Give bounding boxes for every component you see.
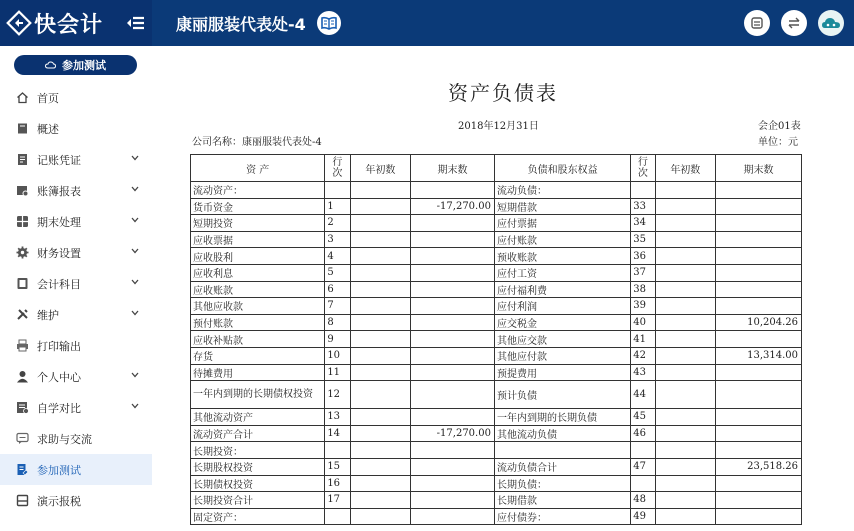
table-cell: [350, 215, 411, 232]
book-icon: [16, 122, 29, 135]
open-book-icon: [321, 16, 337, 30]
table-cell: [411, 381, 495, 409]
table-cell: 11: [325, 364, 350, 381]
table-cell: 12: [325, 381, 350, 409]
table-cell: 35: [631, 231, 655, 248]
sidebar-item[interactable]: [0, 485, 152, 516]
table-cell: [411, 442, 495, 459]
table-cell: 短期投资: [191, 215, 325, 232]
table-cell: [350, 281, 411, 298]
home-icon: [16, 91, 29, 104]
table-cell: 1: [325, 198, 350, 215]
sidebar-item[interactable]: [0, 175, 152, 206]
table-cell: [655, 248, 716, 265]
compare-icon: [16, 401, 29, 414]
table-cell: 36: [631, 248, 655, 265]
table-cell: 14: [325, 425, 350, 442]
top-bar: [0, 0, 854, 46]
table-cell: 49: [631, 508, 655, 525]
cloud-button[interactable]: [818, 10, 844, 36]
table-body: [191, 182, 802, 525]
table-cell: 其他流动负债: [494, 425, 630, 442]
table-cell: 应付账款: [494, 231, 630, 248]
table-cell: [655, 425, 716, 442]
table-cell: [411, 298, 495, 315]
app-logo-text: 快会计: [34, 12, 104, 38]
table-cell: [325, 508, 350, 525]
table-cell: 短期借款: [494, 198, 630, 215]
table-cell: [716, 425, 802, 442]
table-cell: [716, 508, 802, 525]
sidebar-item-label: 参加测试: [37, 464, 81, 477]
table-row: [191, 442, 802, 459]
table-cell: [411, 281, 495, 298]
sidebar-item-label: 期末处理: [37, 216, 81, 229]
report-title: 资产负债表: [448, 81, 558, 105]
table-cell: 长期投资：: [191, 442, 325, 459]
table-cell: 待摊费用: [191, 364, 325, 381]
sidebar-item[interactable]: [0, 268, 152, 299]
table-cell: [716, 475, 802, 492]
table-cell: 34: [631, 215, 655, 232]
table-cell: 37: [631, 264, 655, 281]
sidebar-item[interactable]: [0, 299, 152, 330]
table-cell: [350, 381, 411, 409]
table-cell: 长期借款: [494, 492, 630, 509]
sidebar-item[interactable]: [0, 113, 152, 144]
sidebar-item-label: 求助与交流: [37, 433, 92, 446]
table-cell: 应交税金: [494, 314, 630, 331]
table-cell: 5: [325, 264, 350, 281]
table-cell: [350, 264, 411, 281]
sidebar-item[interactable]: [0, 206, 152, 237]
table-cell: 流动资产：: [191, 182, 325, 199]
table-cell: [655, 215, 716, 232]
table-cell: 15: [325, 458, 350, 475]
table-header-cell: 行次: [631, 155, 655, 182]
table-cell: [411, 264, 495, 281]
sidebar-item-label: 记账凭证: [37, 154, 81, 167]
table-header-cell: 行次: [325, 155, 350, 182]
tax-icon: [16, 494, 29, 507]
accounts-icon: [16, 277, 29, 290]
table-cell: 固定资产：: [191, 508, 325, 525]
table-cell: 应收补贴款: [191, 331, 325, 348]
table-cell: [716, 442, 802, 459]
table-cell: 23,518.26: [716, 458, 802, 475]
company-title: 康丽服装代表处-4: [176, 15, 306, 34]
table-cell: 10: [325, 347, 350, 364]
table-cell: [716, 298, 802, 315]
sidebar-item-label: 维护: [37, 309, 59, 322]
table-cell: [350, 182, 411, 199]
table-cell: 应付工资: [494, 264, 630, 281]
table-row: [191, 364, 802, 381]
table-cell: [655, 475, 716, 492]
sidebar-item-label: 概述: [37, 123, 59, 136]
table-cell: 45: [631, 409, 655, 426]
account-book-button[interactable]: [317, 11, 341, 35]
table-cell: 3: [325, 231, 350, 248]
sidebar-item[interactable]: [0, 361, 152, 392]
table-cell: 流动资产合计: [191, 425, 325, 442]
table-cell: [716, 198, 802, 215]
table-cell: 流动负债合计: [494, 458, 630, 475]
table-cell: 43: [631, 364, 655, 381]
table-cell: [350, 331, 411, 348]
balance-sheet-table: [190, 154, 802, 525]
table-row: [191, 458, 802, 475]
table-cell: 长期债权投资: [191, 475, 325, 492]
notes-button[interactable]: [744, 10, 770, 36]
table-cell: 存货: [191, 347, 325, 364]
sidebar-item[interactable]: [0, 144, 152, 175]
table-cell: [655, 298, 716, 315]
table-cell: [350, 364, 411, 381]
table-cell: 44: [631, 381, 655, 409]
sidebar-item-label: 打印输出: [37, 340, 81, 353]
table-cell: [350, 492, 411, 509]
sidebar-item-label: 首页: [37, 92, 59, 105]
sidebar-item-label: 财务设置: [37, 247, 81, 260]
menu-collapse-icon[interactable]: [126, 14, 146, 32]
table-cell: [716, 215, 802, 232]
table-cell: 17: [325, 492, 350, 509]
table-cell: [411, 347, 495, 364]
sidebar-item-label: 个人中心: [37, 371, 81, 384]
table-cell: 预提费用: [494, 364, 630, 381]
table-cell: [655, 281, 716, 298]
table-row: [191, 264, 802, 281]
table-cell: 7: [325, 298, 350, 315]
notes-icon: [750, 16, 764, 30]
sidebar-item-label: 演示报税: [37, 495, 81, 508]
table-cell: 长期投资合计: [191, 492, 325, 509]
table-cell: [716, 331, 802, 348]
table-cell: 40: [631, 314, 655, 331]
table-row: [191, 248, 802, 265]
sidebar-item[interactable]: [0, 82, 152, 113]
table-cell: [655, 442, 716, 459]
table-cell: [411, 314, 495, 331]
table-row: [191, 381, 802, 409]
table-cell: 4: [325, 248, 350, 265]
table-cell: 9: [325, 331, 350, 348]
table-cell: [716, 182, 802, 199]
chevron-down-icon: [131, 186, 139, 192]
table-row: [191, 475, 802, 492]
table-row: [191, 314, 802, 331]
table-cell: -17,270.00: [411, 198, 495, 215]
switch-arrows-icon: [787, 16, 801, 30]
chat-icon: [16, 432, 29, 445]
table-row: [191, 231, 802, 248]
chevron-down-icon: [131, 279, 139, 285]
table-row: [191, 182, 802, 199]
wrench-icon: [16, 308, 29, 321]
table-cell: 应收利息: [191, 264, 325, 281]
company-name: 公司名称：康丽服装代表处-4: [192, 137, 322, 148]
table-cell: 8: [325, 314, 350, 331]
voucher-icon: [16, 153, 29, 166]
table-cell: [350, 409, 411, 426]
unit-label: 单位：元: [758, 137, 798, 148]
table-cell: [411, 492, 495, 509]
table-cell: [655, 198, 716, 215]
table-cell: [631, 182, 655, 199]
table-cell: 13: [325, 409, 350, 426]
table-row: [191, 409, 802, 426]
table-cell: 48: [631, 492, 655, 509]
user-icon: [16, 370, 29, 383]
table-header-cell: 年初数: [350, 155, 411, 182]
table-cell: [350, 458, 411, 475]
table-cell: 应付债券：: [494, 508, 630, 525]
table-cell: 长期负债：: [494, 475, 630, 492]
table-cell: 预收账款: [494, 248, 630, 265]
table-cell: [631, 442, 655, 459]
table-row: [191, 331, 802, 348]
table-cell: [411, 182, 495, 199]
table-row: [191, 198, 802, 215]
table-cell: 47: [631, 458, 655, 475]
join-test-label: 参加测试: [62, 59, 106, 72]
join-test-button[interactable]: [14, 55, 137, 75]
table-row: [191, 425, 802, 442]
table-cell: 39: [631, 298, 655, 315]
table-cell: [494, 442, 630, 459]
table-cell: [350, 231, 411, 248]
table-cell: [350, 248, 411, 265]
table-cell: [655, 492, 716, 509]
sidebar-item-label: 自学对比: [37, 402, 81, 415]
table-cell: [716, 381, 802, 409]
table-row: [191, 508, 802, 525]
table-cell: 长期股权投资: [191, 458, 325, 475]
table-cell: [325, 182, 350, 199]
table-cell: 2: [325, 215, 350, 232]
table-cell: 一年内到期的长期债权投资: [191, 381, 325, 409]
logo-diamond-icon: [6, 10, 32, 36]
cloud-small-icon: [45, 61, 56, 69]
sidebar-item[interactable]: [0, 454, 152, 485]
table-cell: [411, 364, 495, 381]
table-cell: 13,314.00: [716, 347, 802, 364]
table-row: [191, 281, 802, 298]
table-cell: [350, 442, 411, 459]
table-cell: [655, 347, 716, 364]
table-cell: 33: [631, 198, 655, 215]
table-header-cell: 期末数: [716, 155, 802, 182]
table-cell: 流动负债：: [494, 182, 630, 199]
table-cell: [655, 182, 716, 199]
table-cell: [411, 231, 495, 248]
printer-icon: [16, 339, 29, 352]
table-cell: 42: [631, 347, 655, 364]
table-cell: [350, 314, 411, 331]
table-cell: 一年内到期的长期负债: [494, 409, 630, 426]
table-cell: [350, 347, 411, 364]
table-cell: 其他应收款: [191, 298, 325, 315]
table-row: [191, 298, 802, 315]
table-cell: 货币资金: [191, 198, 325, 215]
table-cell: [716, 409, 802, 426]
table-row: [191, 492, 802, 509]
table-cell: [716, 231, 802, 248]
table-row: [191, 347, 802, 364]
form-code: 会企01表: [758, 121, 801, 132]
table-cell: [655, 314, 716, 331]
table-cell: 应收股利: [191, 248, 325, 265]
table-cell: [350, 508, 411, 525]
table-cell: 10,204.26: [716, 314, 802, 331]
table-cell: [631, 475, 655, 492]
table-cell: [411, 331, 495, 348]
table-cell: [716, 364, 802, 381]
chevron-down-icon: [131, 310, 139, 316]
sidebar-item-label: 账簿报表: [37, 185, 81, 198]
table-cell: [655, 231, 716, 248]
table-cell: [411, 248, 495, 265]
table-cell: [350, 475, 411, 492]
chevron-down-icon: [131, 155, 139, 161]
table-cell: [325, 442, 350, 459]
chevron-down-icon: [131, 248, 139, 254]
table-cell: 6: [325, 281, 350, 298]
table-cell: [350, 298, 411, 315]
table-cell: [411, 475, 495, 492]
table-header-cell: 期末数: [411, 155, 495, 182]
sidebar-item[interactable]: [0, 392, 152, 423]
table-cell: [716, 248, 802, 265]
sidebar-item-label: 会计科目: [37, 278, 81, 291]
table-header-cell: 负债和股东权益: [494, 155, 630, 182]
table-cell: [655, 458, 716, 475]
table-cell: 预付账款: [191, 314, 325, 331]
table-cell: [655, 409, 716, 426]
table-cell: 46: [631, 425, 655, 442]
sidebar: [0, 46, 152, 531]
table-cell: [411, 508, 495, 525]
chevron-down-icon: [131, 372, 139, 378]
table-cell: 应付福利费: [494, 281, 630, 298]
chevron-down-icon: [131, 217, 139, 223]
table-cell: 应收票据: [191, 231, 325, 248]
cloud-icon: [821, 15, 841, 31]
table-cell: 预计负债: [494, 381, 630, 409]
table-cell: [655, 264, 716, 281]
table-row: [191, 215, 802, 232]
sidebar-nav: [0, 82, 152, 516]
sidebar-item[interactable]: [0, 330, 152, 361]
table-cell: [350, 198, 411, 215]
table-cell: [350, 425, 411, 442]
table-cell: [716, 281, 802, 298]
table-cell: 其他应交款: [494, 331, 630, 348]
table-header-cell: 年初数: [655, 155, 716, 182]
switch-button[interactable]: [781, 10, 807, 36]
table-header-cell: 资 产: [191, 155, 325, 182]
table-cell: 应付利润: [494, 298, 630, 315]
table-cell: 应收账款: [191, 281, 325, 298]
table-cell: [655, 381, 716, 409]
period-end-icon: [16, 215, 29, 228]
table-cell: 其他流动资产: [191, 409, 325, 426]
test-icon: [16, 463, 29, 476]
table-cell: [655, 508, 716, 525]
table-cell: [411, 215, 495, 232]
table-cell: 应付票据: [494, 215, 630, 232]
table-cell: [716, 492, 802, 509]
table-cell: 38: [631, 281, 655, 298]
sidebar-item[interactable]: [0, 423, 152, 454]
chevron-down-icon: [131, 403, 139, 409]
table-cell: 41: [631, 331, 655, 348]
table-cell: 其他应付款: [494, 347, 630, 364]
table-cell: -17,270.00: [411, 425, 495, 442]
table-cell: [655, 331, 716, 348]
table-header-row: [191, 155, 802, 182]
table-cell: [411, 409, 495, 426]
table-cell: 16: [325, 475, 350, 492]
report-date: 2018年12月31日: [458, 121, 539, 132]
table-cell: [655, 364, 716, 381]
report-content: [152, 46, 854, 531]
gear-icon: [16, 246, 29, 259]
table-cell: [411, 458, 495, 475]
ledger-icon: [16, 184, 29, 197]
table-cell: [716, 264, 802, 281]
sidebar-item[interactable]: [0, 237, 152, 268]
balance-sheet-table-wrap: [190, 154, 802, 525]
